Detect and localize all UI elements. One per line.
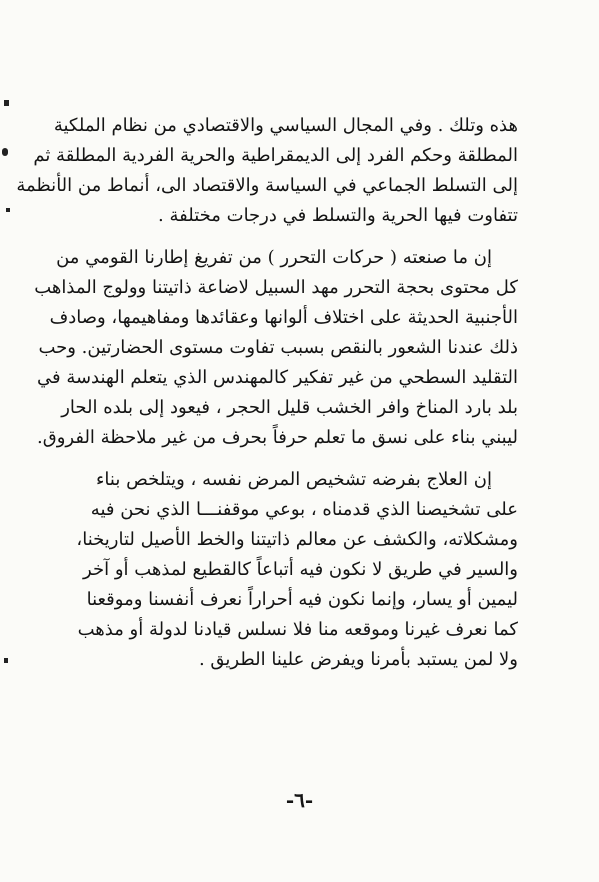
text-line: التقليد السطحي من غير تفكير كالمهندس الذي يتعلم الهندسة في (36, 367, 518, 388)
text-line: ولا لمن يستبد بأمرنا ويفرض علينا الطريق . (198, 649, 518, 670)
page-number: -٦- (285, 788, 314, 812)
text-line: ومشكلاته، والكشف عن معالم ذاتيتنا والخط الأصيل لتاريخنا، (76, 529, 518, 550)
text-line: هذه وتلك . وفي المجال السياسي والاقتصادي من نظام الملكية (53, 115, 518, 136)
text-line: إن العلاج بفرضه تشخيص المرض نفسه ، ويتلخص بناء (95, 469, 492, 490)
text-line: تتفاوت فيها الحرية والتسلط في درجات مختلفة . (158, 205, 518, 226)
body-text (16, 111, 518, 675)
text-line: ليبني بناء على نسق ما تعلم حرفاً بحرف من غير ملاحظة الفروق. (37, 427, 518, 448)
text-line: والسير في طريق لا نكون فيه أتباعاً كالقطيع لمذهب أو آخر (83, 559, 518, 580)
paragraph-3 (76, 465, 518, 675)
text-line: المطلقة وحكم الفرد إلى الديمقراطية والحرية الفردية المطلقة ثم (33, 145, 518, 166)
margin-mark (4, 658, 8, 663)
paragraph-2 (34, 243, 518, 453)
paragraph-1 (16, 111, 518, 231)
margin-mark (2, 148, 8, 156)
text-line: إلى التسلط الجماعي في السياسة والاقتصاد الى، أنماط من الأنظمة (16, 175, 518, 196)
text-line: كما نعرف غيرنا وموقعه منا فلا نسلس قيادنا لدولة أو مذهب (77, 619, 518, 640)
text-line: إن ما صنعته ( حركات التحرر ) من تفريغ إطارنا القومي من (56, 247, 492, 268)
text-line: ليمين أو يسار، وإنما نكون فيه أحراراً نعرف أنفسنا وموقعنا (86, 589, 518, 610)
text-line: كل محتوى بحجة التحرر مهد السبيل لاضاعة ذاتيتنا وولوج المذاهب (34, 277, 518, 298)
text-line: الأجنبية الحديثة على اختلاف ألوانها وعقائدها ومفاهيمها، وصادف (49, 307, 518, 328)
text-line: بلد بارد المناخ وافر الخشب قليل الحجر ، فيعود إلى بلده الحار (61, 397, 518, 418)
margin-mark (4, 100, 9, 106)
text-line: على تشخيصنا الذي قدمناه ، بوعي موقفنـــا الذي نحن فيه (90, 499, 518, 520)
text-line: ذلك عندنا الشعور بالنقص بسبب تفاوت مستوى الحضارتين. وحب (38, 337, 518, 358)
margin-mark (6, 208, 10, 212)
